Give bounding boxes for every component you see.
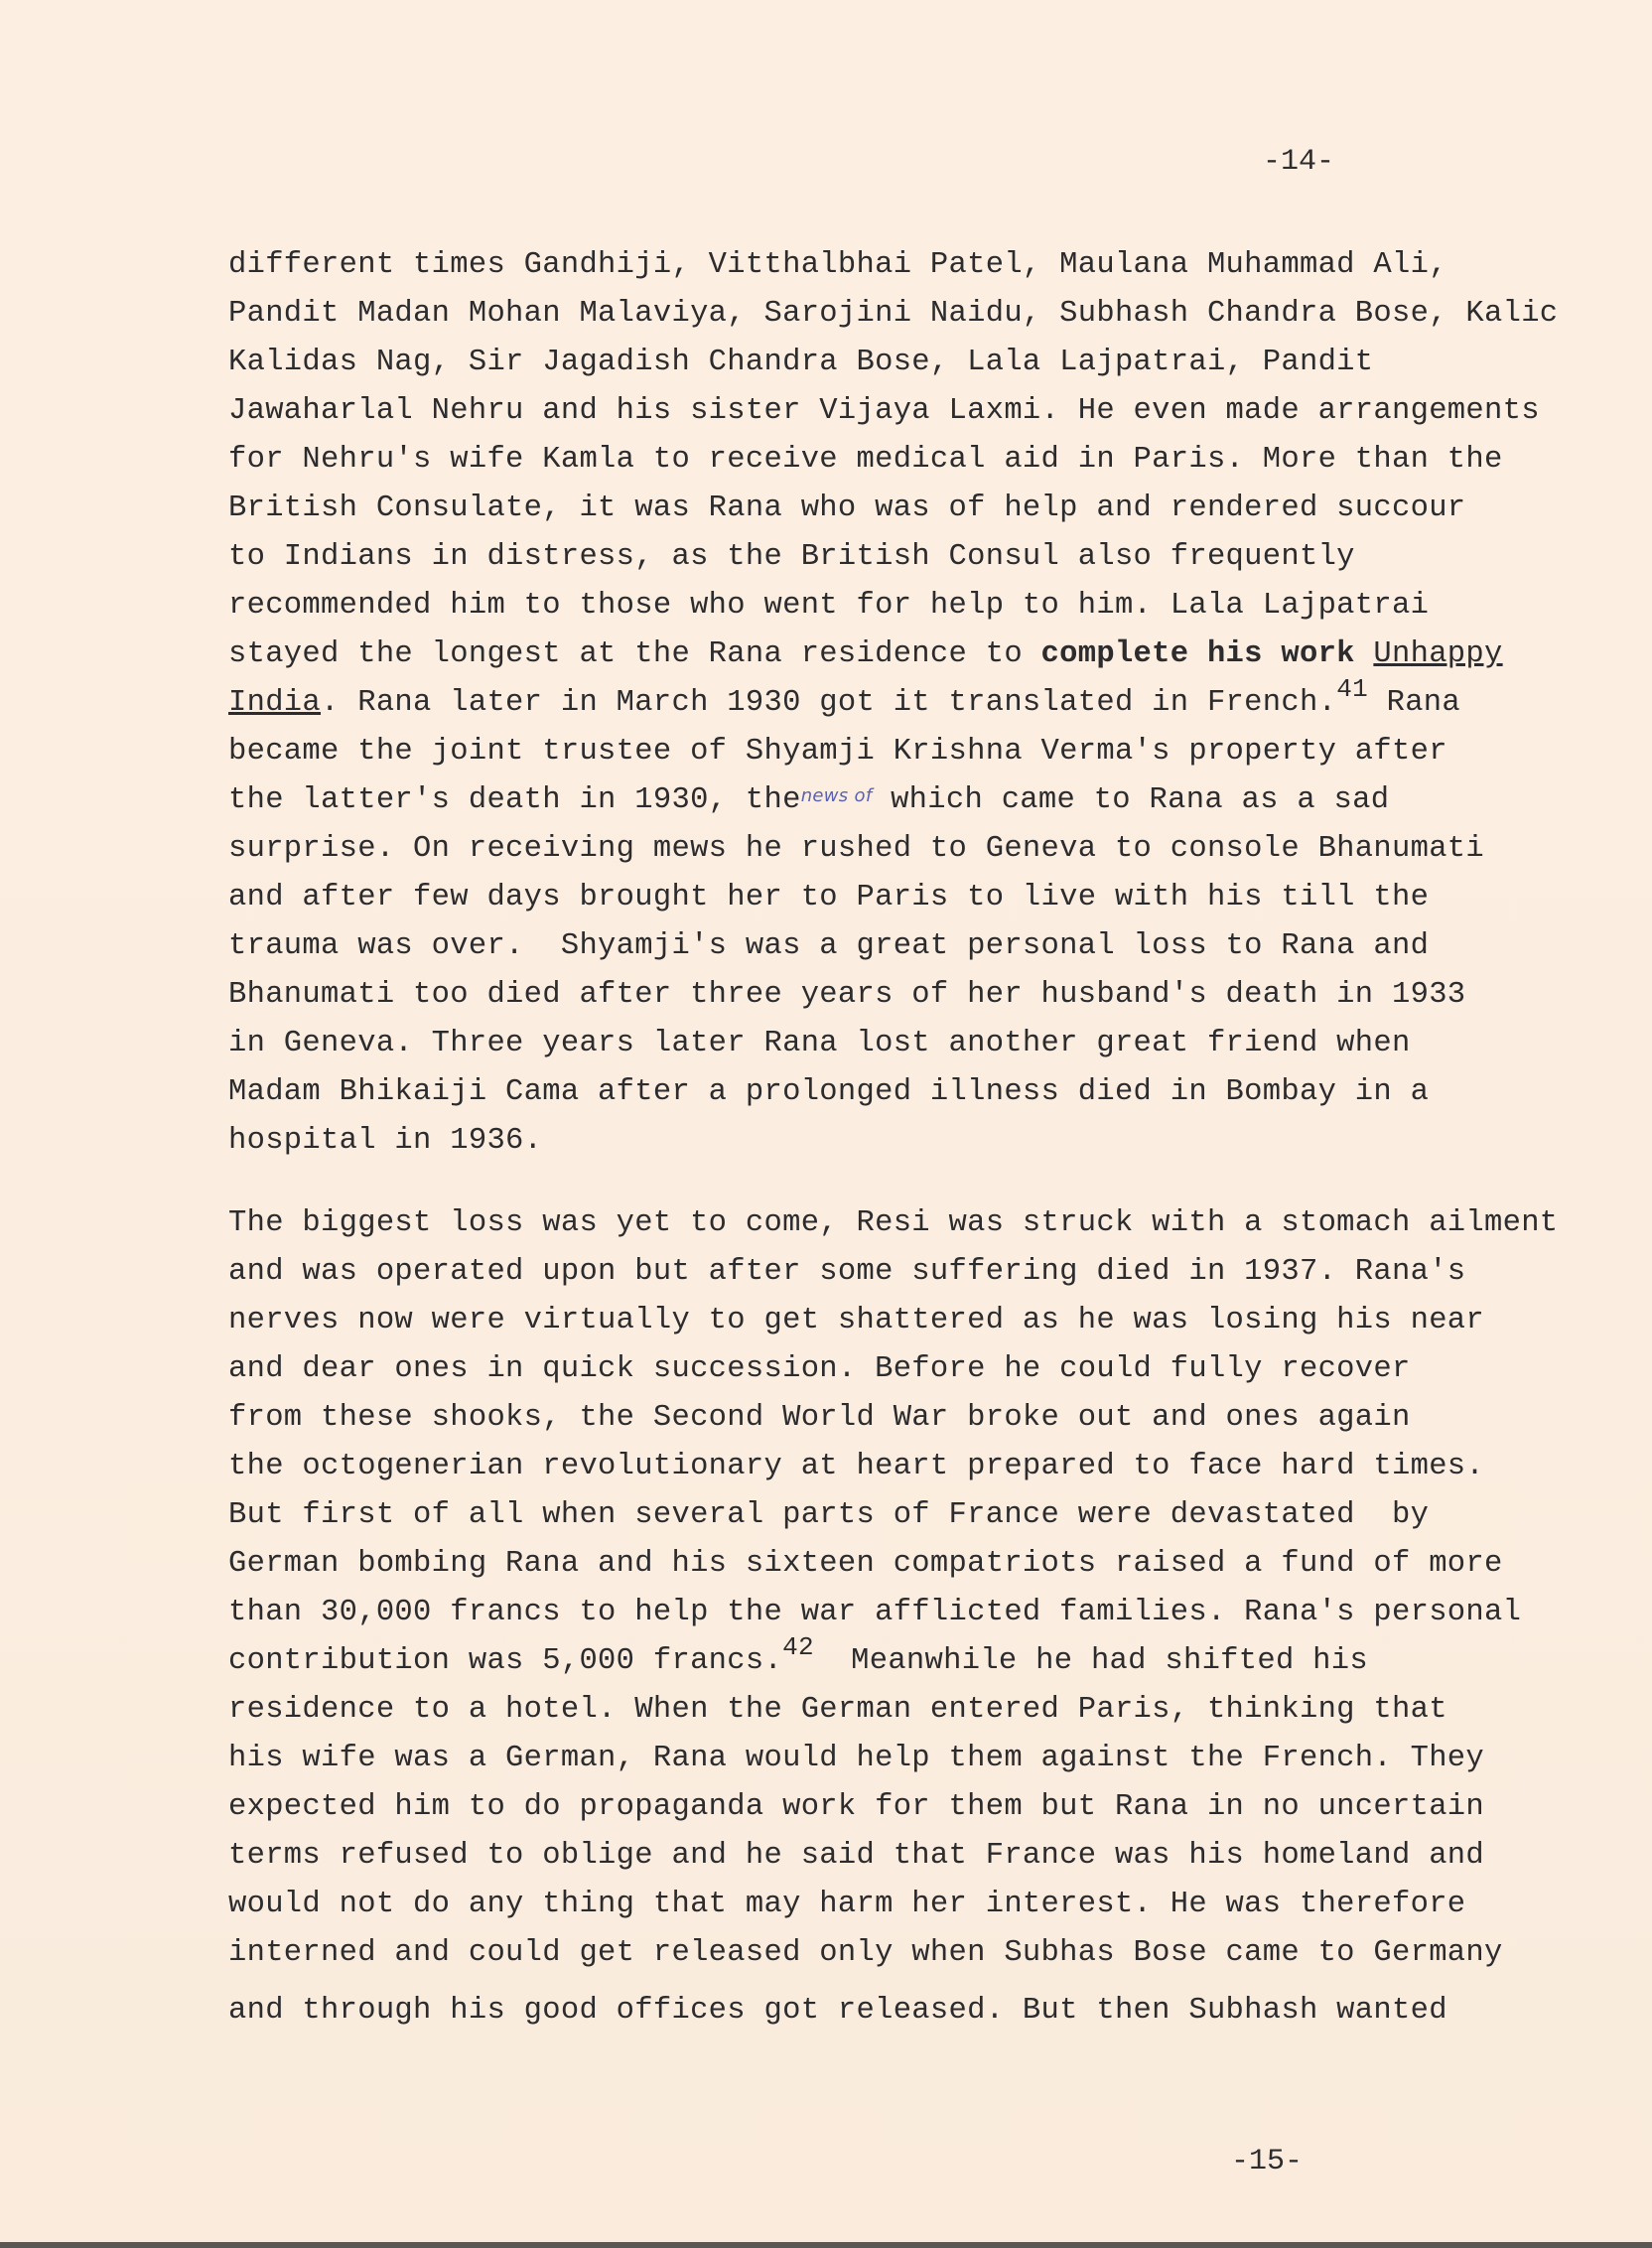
scan-bottom-edge: [0, 2242, 1652, 2248]
footnote-marker: 42: [782, 1632, 814, 1662]
text-line: nerves now were virtually to get shattered as he was losing his near: [228, 1304, 1485, 1337]
book-title-underlined: India: [228, 686, 322, 720]
text-line: residence to a hotel. When the German entered Paris, thinking that: [228, 1693, 1447, 1727]
text-line: trauma was over. Shyamji's was a great personal loss to Rana and: [228, 929, 1430, 963]
text-segment: contribution was 5,000 francs.: [228, 1644, 783, 1678]
text-line: and through his good offices got released. But then Subhash wanted: [228, 1994, 1447, 2028]
handwritten-annotation: news of: [800, 785, 873, 806]
text-line: [228, 637, 1503, 671]
text-line: German bombing Rana and his sixteen compatriots raised a fund of more: [228, 1547, 1503, 1581]
text-line: than 30,000 francs to help the war afflicted families. Rana's personal: [228, 1596, 1522, 1629]
book-title-underlined: Unhappy: [1373, 637, 1503, 671]
text-segment: the latter's death in 1930, the: [228, 783, 801, 817]
bold-phrase: complete his work: [1040, 637, 1374, 671]
text-line: Jawaharlal Nehru and his sister Vijaya Laxmi. He even made arrangements: [228, 394, 1540, 428]
text-line: to Indians in distress, as the British Consul also frequently: [228, 540, 1355, 574]
text-line: in Geneva. Three years later Rana lost another great friend when: [228, 1027, 1411, 1060]
text-line: different times Gandhiji, Vitthalbhai Patel, Maulana Muhammad Ali,: [228, 248, 1447, 282]
text-line: the octogenerian revolutionary at heart prepared to face hard times.: [228, 1450, 1485, 1483]
page-number-top: -14-: [1263, 145, 1335, 179]
text-line: terms refused to oblige and he said that France was his homeland and: [228, 1839, 1485, 1873]
text-line: [228, 783, 1389, 817]
text-line: British Consulate, it was Rana who was of help and rendered succour: [228, 492, 1466, 525]
text-line: [228, 1632, 1368, 1678]
text-line: Madam Bhikaiji Cama after a prolonged illness died in Bombay in a: [228, 1075, 1430, 1109]
text-line: expected him to do propaganda work for them but Rana in no uncertain: [228, 1790, 1485, 1824]
text-line: interned and could get released only when Subhas Bose came to Germany: [228, 1936, 1503, 1970]
text-segment: Meanwhile he had shifted his: [813, 1644, 1368, 1678]
text-line: and after few days brought her to Paris to live with his till the: [228, 881, 1430, 914]
text-line: from these shooks, the Second World War broke out and ones again: [228, 1401, 1411, 1435]
text-line: But first of all when several parts of France were devastated by: [228, 1498, 1430, 1532]
text-line: [228, 674, 1461, 720]
text-line: Bhanumati too died after three years of her husband's death in 1933: [228, 978, 1466, 1012]
text-segment: stayed the longest at the Rana residence to: [228, 637, 1041, 671]
text-line: The biggest loss was yet to come, Resi was struck with a stomach ailment: [228, 1206, 1559, 1240]
footnote-marker: 41: [1336, 674, 1368, 704]
text-line: his wife was a German, Rana would help them against the French. They: [228, 1742, 1485, 1775]
text-line: and was operated upon but after some suffering died in 1937. Rana's: [228, 1255, 1466, 1289]
text-segment: Rana: [1368, 686, 1461, 720]
text-line: surprise. On receiving mews he rushed to Geneva to console Bhanumati: [228, 832, 1485, 866]
text-line: recommended him to those who went for help to him. Lala Lajpatrai: [228, 589, 1430, 623]
text-segment: . Rana later in March 1930 got it translated in French.: [321, 686, 1337, 720]
text-line: and dear ones in quick succession. Before he could fully recover: [228, 1352, 1411, 1386]
text-segment: which came to Rana as a sad: [872, 783, 1390, 817]
text-line: became the joint trustee of Shyamji Krishna Verma's property after: [228, 735, 1447, 769]
text-line: Kalidas Nag, Sir Jagadish Chandra Bose, Lala Lajpatrai, Pandit: [228, 346, 1374, 379]
page-number-bottom: -15-: [1231, 2145, 1304, 2178]
text-line: hospital in 1936.: [228, 1124, 543, 1158]
text-line: would not do any thing that may harm her interest. He was therefore: [228, 1888, 1466, 1921]
text-line: Pandit Madan Mohan Malaviya, Sarojini Naidu, Subhash Chandra Bose, Kalic: [228, 297, 1559, 331]
text-line: for Nehru's wife Kamla to receive medical aid in Paris. More than the: [228, 443, 1503, 477]
